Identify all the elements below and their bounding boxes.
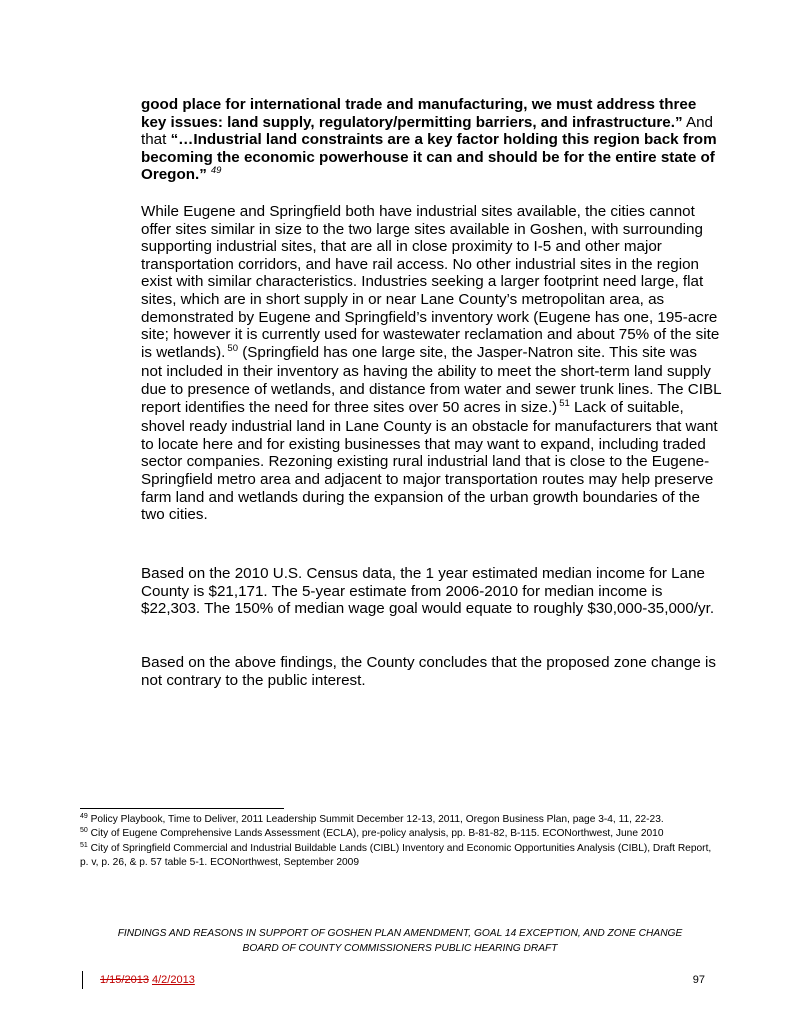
footnote-51 bbox=[80, 842, 712, 870]
footnote-text: Policy Playbook, Time to Deliver, 2011 Leadership Summit December 12-13, 2011, Oregon Business Plan, page 3-4, 11, 22-23. bbox=[90, 814, 664, 825]
deleted-date: 1/15/2013 bbox=[100, 974, 149, 986]
revision-dates bbox=[100, 974, 195, 986]
quote-plain-part: And that bbox=[141, 113, 713, 149]
para1-text-2: (Springfield has one large site, the Jasper-Natron site. This site was not included in their inventory as having the ability to meet the short-term land supply due to presence of wetlands, and distance from water and sewer trunk lines. The CIBL report identifies the need for three sites over 50 acres in size.) bbox=[141, 343, 721, 416]
quote-bold-part-1: good place for international trade and manufacturing, we must address three key issues: land supply, regulatory/permitting barriers, and infrastructure.” bbox=[141, 96, 697, 131]
footnotes bbox=[80, 813, 712, 870]
footer-title-line-2: BOARD OF COUNTY COMMISSIONERS PUBLIC HEARING DRAFT bbox=[242, 942, 558, 954]
footnote-50 bbox=[80, 827, 712, 841]
document-footer bbox=[80, 927, 720, 956]
footnote-text: City of Eugene Comprehensive Lands Assessment (ECLA), pre-policy analysis, pp. B-81-82, B-115. ECONorthwest, June 2010 bbox=[90, 828, 664, 840]
footnote-ref-50: 50 bbox=[227, 342, 238, 354]
footnote-number: 49 bbox=[80, 813, 88, 820]
footnote-ref-51: 51 bbox=[559, 397, 570, 409]
footnote-ref-49: 49 bbox=[210, 165, 222, 177]
paragraph-conclusion: Based on the above findings, the County concludes that the proposed zone change is not contrary to the public interest. bbox=[141, 654, 716, 689]
footnote-text: City of Springfield Commercial and Industrial Buildable Lands (CIBL) Inventory and Economic Opportunities Analysis (CIBL), Draft Report, p. v, p. 26, & p. 57 table 5-1. ECONorthwest, September 2009 bbox=[80, 842, 712, 869]
paragraph-industrial-sites bbox=[141, 203, 721, 524]
quote-block bbox=[141, 96, 721, 186]
footnote-49 bbox=[80, 813, 712, 827]
footer-title-line-1: FINDINGS AND REASONS IN SUPPORT OF GOSHEN PLAN AMENDMENT, GOAL 14 EXCEPTION, AND ZONE CHANGE bbox=[117, 928, 683, 939]
para1-text-3: Lack of suitable, shovel ready industrial land in Lane County is an obstacle for manufacturers that want to locate here and for existing businesses that may want to expand, including traded sector companies. Rezoning existing rural industrial land that is close to the Eugene-Springfield metro area and adjacent to major transportation routes may help preserve farm land and wetlands during the expansion of the urban growth boundaries of the two cities. bbox=[141, 398, 718, 524]
revision-change-bar bbox=[82, 971, 83, 989]
footnote-number: 50 bbox=[80, 827, 88, 835]
quote-bold-part-2: “…Industrial land constraints are a key factor holding this region back from becoming the economic powerhouse it can and should be for the entire state of Oregon.” bbox=[141, 131, 717, 184]
page-number: 97 bbox=[692, 974, 705, 986]
footnote-number: 51 bbox=[80, 841, 88, 849]
inserted-date: 4/2/2013 bbox=[152, 974, 195, 986]
para1-text-1: While Eugene and Springfield both have industrial sites available, the cities cannot offer sites similar in size to the two large sites available in Goshen, with surrounding supporting industrial sites, that are all in close proximity to I-5 and other major transportation corridors, and have rail access. No other industrial sites in the region exist with similar characteristics. Industries seeking a larger footprint need large, flat sites, which are in short supply in or near Lane County’s metropolitan area, as demonstrated by Eugene and Springfield’s inventory work (Eugene has one, 195-acre site; however it is currently used for wastewater reclamation and about 75% of the site is wetlands). bbox=[141, 203, 720, 361]
paragraph-census-income: Based on the 2010 U.S. Census data, the 1 year estimated median income for Lane County is $21,171. The 5-year estimate from 2006-2010 for median income is $22,303. The 150% of median wage goal would equate to roughly $30,000-35,000/yr. bbox=[141, 565, 715, 618]
footnote-separator bbox=[80, 808, 284, 809]
